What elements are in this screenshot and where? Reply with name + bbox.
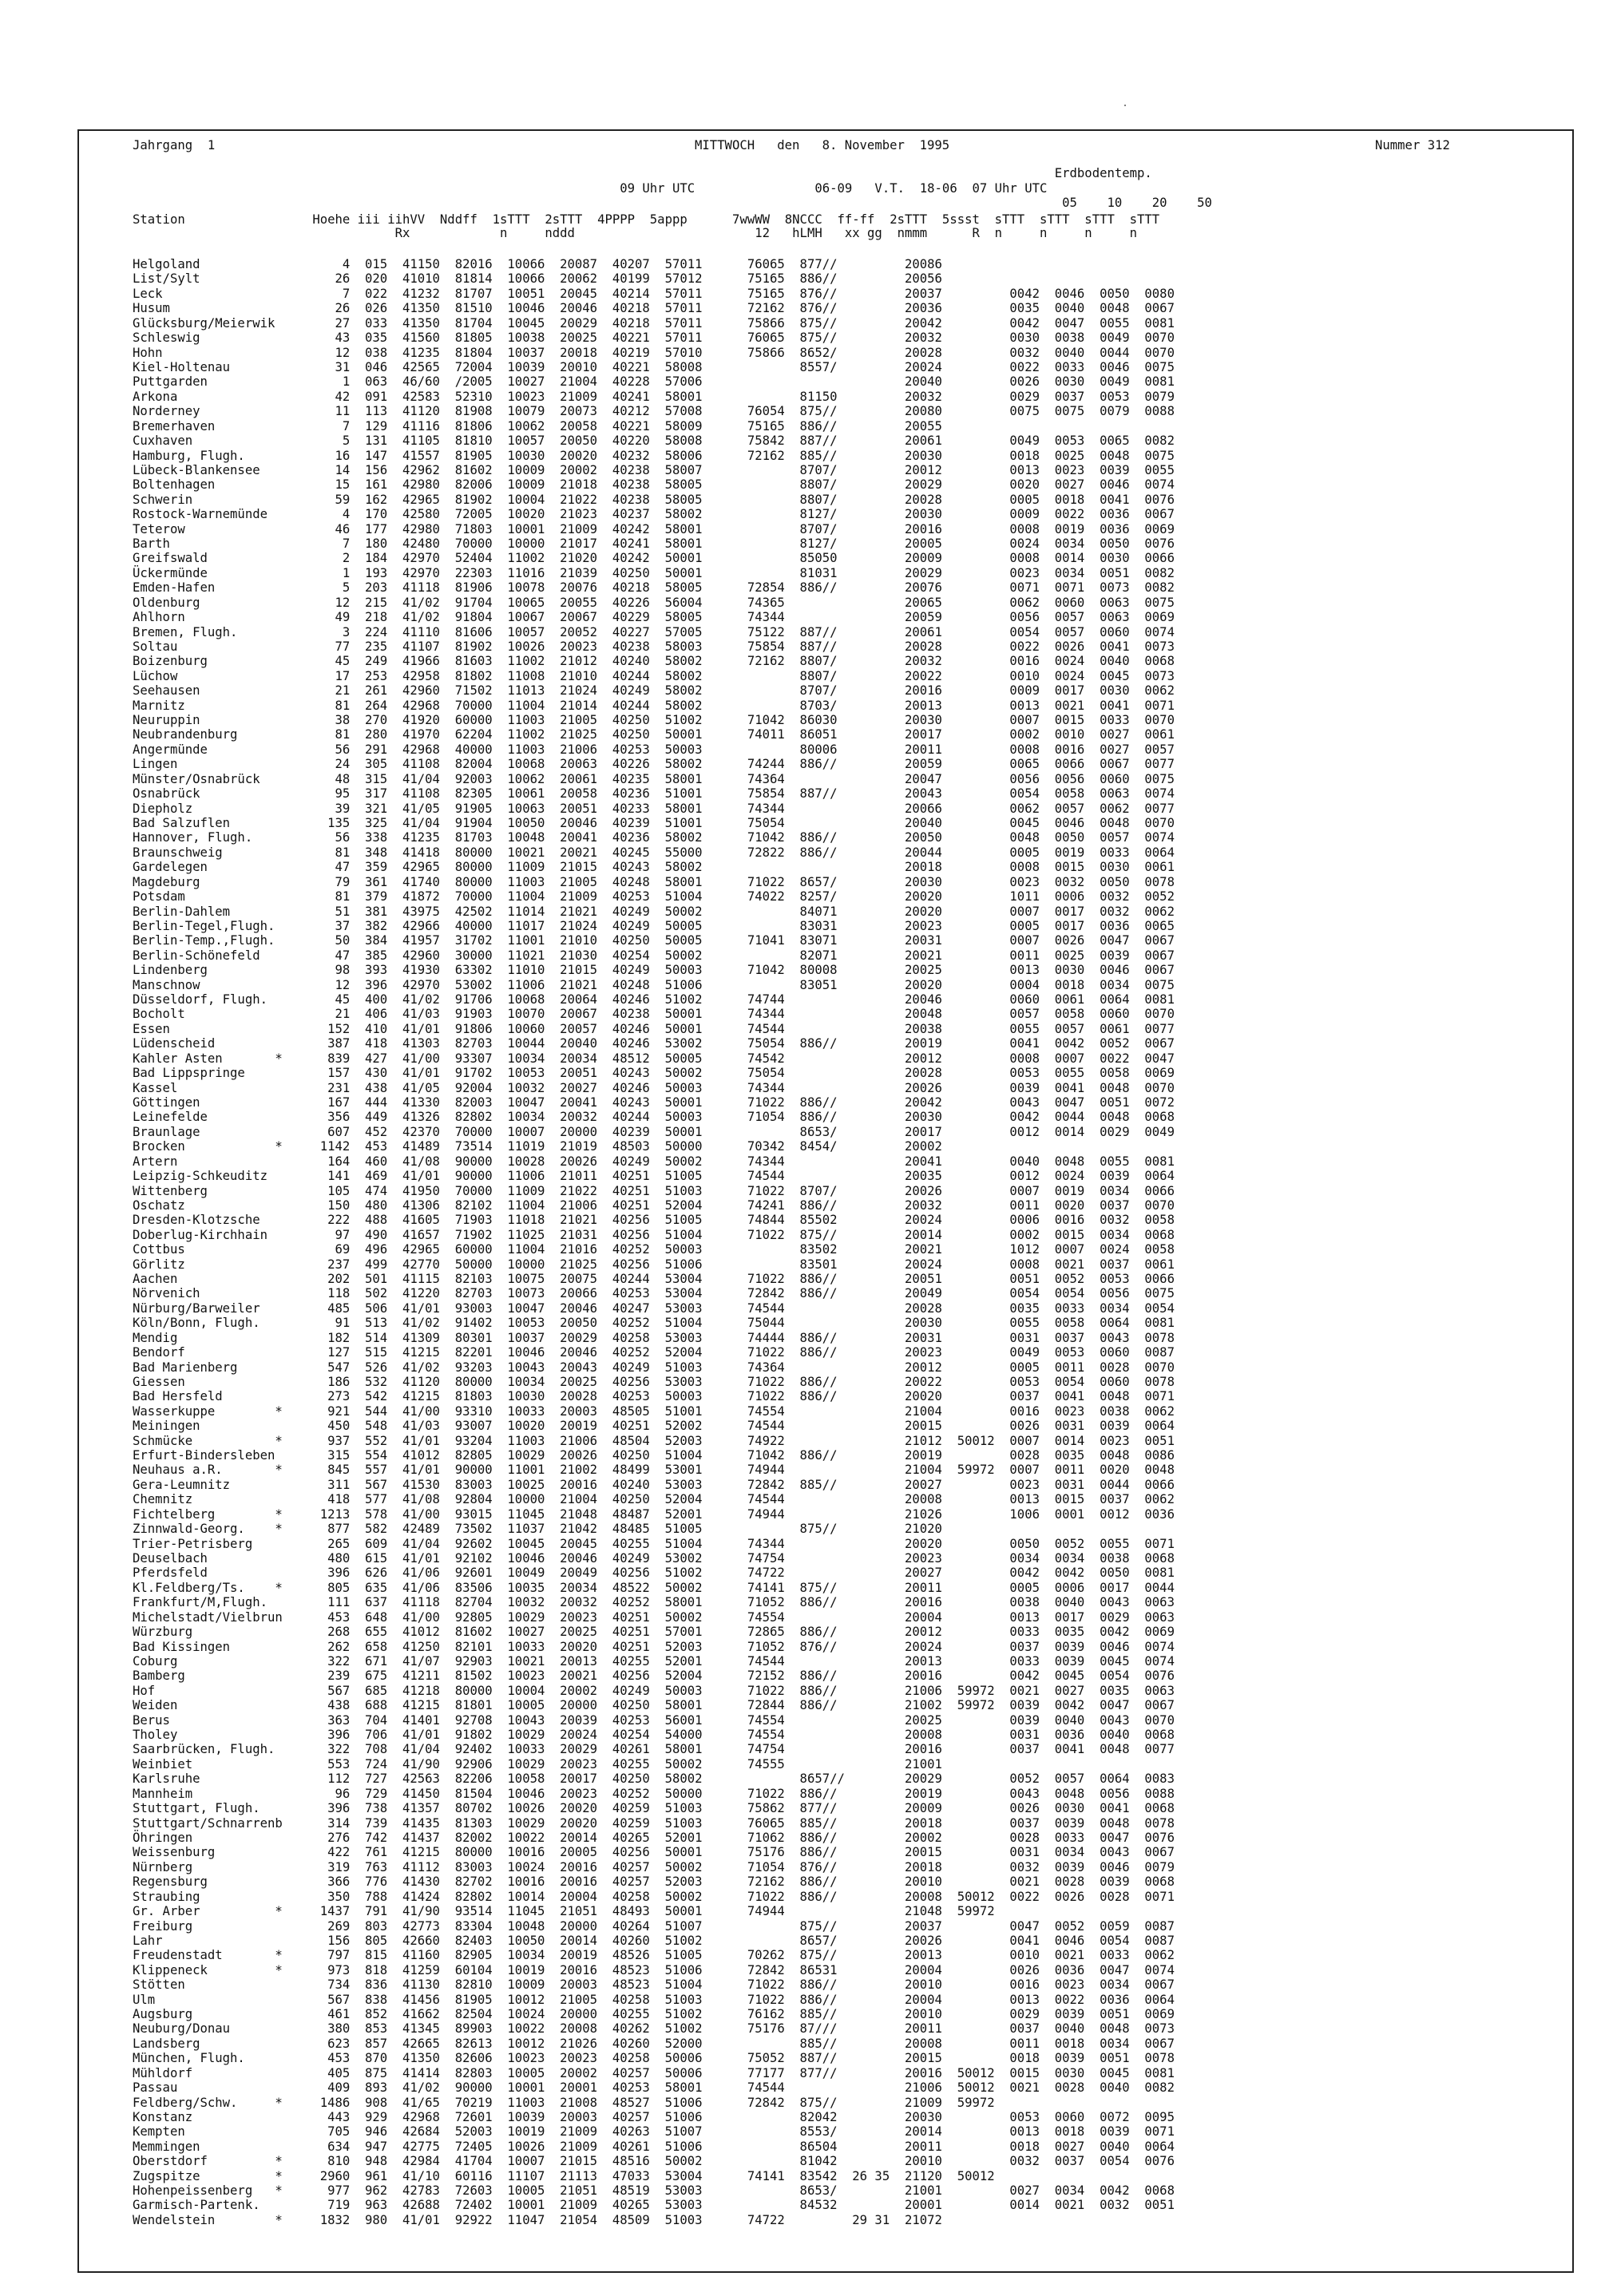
station-row: Wendelstein * 1832 980 41/01 92922 11047 21054 48509 51003 74722 29 31 21072 bbox=[133, 2212, 942, 2227]
issue-number: Nummer 312 bbox=[1375, 138, 1450, 152]
station-row: Bremen, Flugh. 3 224 41110 81606 10057 20052 40227 57005 75122 887// 20061 0054 0057 0060 0074 bbox=[133, 624, 1175, 639]
station-row: Pferdsfeld 396 626 41/06 92601 10049 20049 40256 51002 74722 20027 0042 0042 0050 0081 bbox=[133, 1566, 1175, 1581]
station-row: Lahr 156 805 42660 82403 10050 20014 40260 51002 8657/ 20026 0041 0046 0054 0087 bbox=[133, 1933, 1175, 1948]
station-row: Passau 409 893 41/02 90000 10001 20001 40253 58001 74544 21006 50012 0021 0028 0040 0082 bbox=[133, 2080, 1175, 2096]
station-row: Giessen 186 532 41120 80000 10034 20025 40256 53003 71022 886// 20022 0053 0054 0060 0078 bbox=[133, 1374, 1175, 1389]
station-row: Chemnitz 418 577 41/08 92804 10000 21004 40250 52004 74544 20008 0013 0015 0037 0062 bbox=[133, 1492, 1175, 1507]
station-row: Nörvenich 118 502 41220 82703 10073 20066 40253 53004 72842 886// 20049 0054 0054 0056 0075 bbox=[133, 1286, 1175, 1301]
station-row: Trier-Petrisberg 265 609 41/04 92602 10045 20045 40255 51004 74344 20020 0050 0052 0055 0071 bbox=[133, 1536, 1175, 1551]
station-row: Michelstadt/Vielbrun 453 648 41/00 92805 10029 20023 40251 50002 74554 20004 0013 0017 0029 0063 bbox=[133, 1609, 1175, 1625]
station-row: Glücksburg/Meierwik 27 033 41350 81704 10045 20029 40218 57011 75866 875// 20042 0042 0047 0055 0081 bbox=[133, 315, 1175, 331]
station-row: Emden-Hafen 5 203 41118 81906 10078 20076 40218 58005 72854 886// 20076 0071 0071 0073 0082 bbox=[133, 580, 1175, 596]
station-row: Frankfurt/M,Flugh. 111 637 41118 82704 10032 20032 40252 58001 71052 886// 20016 0038 0040 0043 0063 bbox=[133, 1595, 1175, 1610]
station-row: Husum 26 026 41350 81510 10046 20046 40218 57011 72162 876// 20036 0035 0040 0048 0067 bbox=[133, 301, 1175, 316]
station-row: Norderney 11 113 41120 81908 10079 20073 40212 57008 76054 875// 20080 0075 0075 0079 0088 bbox=[133, 404, 1175, 419]
column-header-line: Erdbodentemp. bbox=[133, 166, 1152, 180]
station-row: Potsdam 81 379 41872 70000 11004 21009 40253 51004 74022 8257/ 20020 1011 0006 0032 0052 bbox=[133, 889, 1175, 905]
station-row: Köln/Bonn, Flugh. 91 513 41/02 91402 10053 20050 40252 51004 75044 20030 0055 0058 0064 0081 bbox=[133, 1316, 1175, 1331]
station-row: Berus 363 704 41401 92708 10043 20039 40253 56001 74554 20025 0039 0040 0043 0070 bbox=[133, 1712, 1175, 1728]
station-row: Nürnberg 319 763 41112 83003 10024 20016 40257 50002 71054 876// 20018 0032 0039 0046 0079 bbox=[133, 1859, 1175, 1874]
station-row: Puttgarden 1 063 46/60 /2005 10027 21004 40228 57006 20040 0026 0030 0049 0081 bbox=[133, 374, 1175, 390]
report-date: MITTWOCH den 8. November 1995 bbox=[695, 138, 950, 152]
station-row: Arkona 42 091 42583 52310 10023 21009 40241 58001 81150 20032 0029 0037 0053 0079 bbox=[133, 389, 1175, 404]
station-row: Diepholz 39 321 41/05 91905 10063 20051 40233 58001 74344 20066 0062 0057 0062 0077 bbox=[133, 801, 1175, 816]
station-row: Lindenberg 98 393 41930 63302 11010 21015 40249 50003 71042 80008 20025 0013 0030 0046 0067 bbox=[133, 963, 1175, 978]
station-row: Saarbrücken, Flugh. 322 708 41/04 92402 10033 20029 40261 58001 74754 20016 0037 0041 0048 0077 bbox=[133, 1742, 1175, 1757]
station-row: Teterow 46 177 42980 71803 10001 21009 40242 58001 8707/ 20016 0008 0019 0036 0069 bbox=[133, 521, 1175, 536]
station-row: Klippeneck * 973 818 41259 60104 10019 20016 48523 51006 72842 86531 20004 0026 0036 0047 0074 bbox=[133, 1962, 1175, 1977]
station-row: Soltau 77 235 41107 81902 10026 20023 40238 58003 75854 887// 20028 0022 0026 0041 0073 bbox=[133, 639, 1175, 654]
station-row: Kassel 231 438 41/05 92004 10032 20027 40246 50003 74344 20026 0039 0041 0048 0070 bbox=[133, 1080, 1175, 1095]
station-row: Lingen 24 305 41108 82004 10068 20063 40226 58002 74244 886// 20059 0065 0066 0067 0077 bbox=[133, 757, 1175, 772]
station-row: Straubing 350 788 41424 82802 10014 20004 40258 50002 71022 886// 20008 50012 0022 0026 0028 0071 bbox=[133, 1889, 1175, 1904]
station-row: Greifswald 2 184 42970 52404 11002 21020 40242 50001 85050 20009 0008 0014 0030 0066 bbox=[133, 551, 1175, 566]
station-row: Leck 7 022 41232 81707 10051 20045 40214 57011 75165 876// 20037 0042 0046 0050 0080 bbox=[133, 286, 1175, 301]
station-row: Tholey 396 706 41/01 91802 10029 20024 40254 54000 74554 20008 0031 0036 0040 0068 bbox=[133, 1728, 1175, 1742]
station-row: Wasserkuppe * 921 544 41/00 93310 10033 20003 48505 51001 74554 21004 0016 0023 0038 0062 bbox=[133, 1403, 1175, 1419]
station-row: Bad Hersfeld 273 542 41215 81803 10030 20028 40253 50003 71022 886// 20020 0037 0041 0048 0071 bbox=[133, 1389, 1175, 1404]
station-row: Deuselbach 480 615 41/01 92102 10046 20046 40249 53002 74754 20023 0034 0034 0038 0068 bbox=[133, 1551, 1175, 1566]
station-row: Osnabrück 95 317 41108 82305 10061 20058 40236 51001 75854 887// 20043 0054 0058 0063 0074 bbox=[133, 786, 1175, 802]
station-row: Stuttgart/Schnarrenb 314 739 41435 81303 10029 20020 40259 51003 76065 885// 20018 0037 0039 0048 0078 bbox=[133, 1815, 1175, 1831]
station-row: Mendig 182 514 41309 80301 10037 20029 40258 53003 74444 886// 20031 0031 0037 0043 0078 bbox=[133, 1330, 1175, 1345]
station-row: Schleswig 43 035 41560 81805 10038 20025 40221 57011 76065 875// 20032 0030 0038 0049 0070 bbox=[133, 331, 1175, 346]
station-row: Weissenburg 422 761 41215 80000 10016 20005 40256 50001 75176 886// 20015 0031 0034 0043 0067 bbox=[133, 1845, 1175, 1860]
column-header-line: 09 Uhr UTC 06-09 V.T. 18-06 07 Uhr UTC bbox=[133, 181, 1048, 196]
station-row: Landsberg 623 857 42665 82613 10012 21026 40260 52000 885// 20008 0011 0018 0034 0067 bbox=[133, 2036, 1175, 2051]
station-row: Regensburg 366 776 41430 82702 10016 20016 40257 52003 72162 886// 20010 0021 0028 0039 0068 bbox=[133, 1874, 1175, 1890]
station-row: Dresden-Klotzsche 222 488 41605 71903 11018 21021 40256 51005 74844 85502 20024 0006 0016 0032 0058 bbox=[133, 1213, 1175, 1228]
column-header-line: Rx n nddd 12 hLMH xx gg nmmm R n n n n bbox=[133, 226, 1138, 240]
station-row: Stuttgart, Flugh. 396 738 41357 80702 10026 20020 40259 51003 75862 877// 20009 0026 0030 0041 0068 bbox=[133, 1801, 1175, 1816]
station-row: Angermünde 56 291 42968 40000 11003 21006 40253 50003 80006 20011 0008 0016 0027 0057 bbox=[133, 742, 1175, 757]
station-row: Schmücke * 937 552 41/01 93204 11003 21006 48504 52003 74922 21012 50012 0007 0014 0023 0051 bbox=[133, 1433, 1175, 1448]
station-row: List/Sylt 26 020 41010 81814 10066 20062 40199 57012 75165 886// 20056 bbox=[133, 271, 942, 287]
station-row: Manschnow 12 396 42970 53002 11006 21021 40248 51006 83051 20020 0004 0018 0034 0075 bbox=[133, 977, 1175, 992]
station-row: Leinefelde 356 449 41326 82802 10034 20032 40244 50003 71054 886// 20030 0042 0044 0048 0068 bbox=[133, 1110, 1175, 1125]
station-row: Garmisch-Partenk. 719 963 42688 72402 10001 21009 40265 53003 84532 20001 0014 0021 0032 0051 bbox=[133, 2198, 1175, 2213]
station-row: Bad Lippspringe 157 430 41/01 91702 10053 20051 40243 50002 75054 20028 0053 0055 0058 0069 bbox=[133, 1066, 1175, 1081]
station-row: Berlin-Temp.,Flugh. 50 384 41957 31702 11001 21010 40250 50005 71041 83071 20031 0007 0026 0047 0067 bbox=[133, 933, 1175, 948]
station-row: Göttingen 167 444 41330 82003 10047 20041 40243 50001 71022 886// 20042 0043 0047 0051 0072 bbox=[133, 1095, 1175, 1110]
station-row: Brocken * 1142 453 41489 73514 11019 21019 48503 50000 70342 8454/ 20002 bbox=[133, 1139, 942, 1154]
station-row: Aachen 202 501 41115 82103 10075 20075 40244 53004 71022 886// 20051 0051 0052 0053 0066 bbox=[133, 1272, 1175, 1286]
station-row: Gardelegen 47 359 42965 80000 11009 21015 40243 58002 20018 0008 0015 0030 0061 bbox=[133, 860, 1175, 875]
station-row: Neubrandenburg 81 280 41970 62204 11002 21025 40250 50001 74011 86051 20017 0002 0010 0027 0061 bbox=[133, 727, 1175, 742]
station-row: Essen 152 410 41/01 91806 10060 20057 40246 50001 74544 20038 0055 0057 0061 0077 bbox=[133, 1021, 1175, 1036]
station-row: Hohn 12 038 41235 81804 10037 20018 40219 57010 75866 8652/ 20028 0032 0040 0044 0070 bbox=[133, 345, 1175, 360]
station-row: Kahler Asten * 839 427 41/00 93307 10034 20034 48512 50005 74542 20012 0008 0007 0022 0047 bbox=[133, 1051, 1175, 1066]
station-row: Barth 7 180 42480 70000 10000 21017 40241 58001 8127/ 20005 0024 0034 0050 0076 bbox=[133, 536, 1175, 551]
station-row: Boizenburg 45 249 41966 81603 11002 21012 40240 58002 72162 8807/ 20032 0016 0024 0040 0068 bbox=[133, 654, 1175, 669]
station-row: Seehausen 21 261 42960 71502 11013 21024 40249 58002 8707/ 20016 0009 0017 0030 0062 bbox=[133, 683, 1175, 699]
station-row: Oberstdorf * 810 948 42984 41704 10007 21015 48516 50002 81042 20010 0032 0037 0054 0076 bbox=[133, 2154, 1175, 2169]
station-row: Münster/Osnabrück 48 315 41/04 92003 10062 20061 40235 58001 74364 20047 0056 0056 0060 0075 bbox=[133, 771, 1175, 786]
station-row: Artern 164 460 41/08 90000 10028 20026 40249 50002 74344 20041 0040 0048 0055 0081 bbox=[133, 1154, 1175, 1169]
station-row: Wittenberg 105 474 41950 70000 11009 21022 40251 51003 71022 8707/ 20026 0007 0019 0034 0066 bbox=[133, 1183, 1175, 1198]
station-row: Weinbiet 553 724 41/90 92906 10029 20023 40255 50002 74555 21001 bbox=[133, 1756, 942, 1771]
station-row: Lübeck-Blankensee 14 156 42962 81602 10009 20002 40238 58007 8707/ 20012 0013 0023 0039 0055 bbox=[133, 462, 1175, 477]
station-row: Doberlug-Kirchhain 97 490 41657 71902 11025 21031 40256 51004 71022 875// 20014 0002 0015 0034 0068 bbox=[133, 1227, 1175, 1242]
station-row: Ückermünde 1 193 42970 22303 11016 21039 40250 50001 81031 20029 0023 0034 0051 0082 bbox=[133, 565, 1175, 580]
station-row: Hamburg, Flugh. 16 147 41557 81905 10030 20020 40232 58006 72162 885// 20030 0018 0025 0048 0075 bbox=[133, 448, 1175, 463]
station-row: Nürburg/Barweiler 485 506 41/01 93003 10047 20046 40247 53003 74544 20028 0035 0033 0034 0054 bbox=[133, 1300, 1175, 1316]
station-row: Bendorf 127 515 41215 82201 10046 20046 40252 52004 71022 886// 20023 0049 0053 0060 0087 bbox=[133, 1345, 1175, 1360]
station-row: Hohenpeissenberg * 977 962 42783 72603 10005 21051 48519 53003 8653/ 21001 0027 0034 0042 0068 bbox=[133, 2183, 1175, 2198]
station-row: Berlin-Dahlem 51 381 43975 42502 11014 21021 40249 50002 84071 20020 0007 0017 0032 0062 bbox=[133, 904, 1175, 919]
station-row: Öhringen 276 742 41437 82002 10022 20014 40265 52001 71062 886// 20002 0028 0033 0047 0076 bbox=[133, 1830, 1175, 1845]
station-row: München, Flugh. 453 870 41350 82606 10023 20023 40258 50006 75052 887// 20015 0018 0039 0051 0078 bbox=[133, 2051, 1175, 2066]
station-row: Braunschweig 81 348 41418 80000 10021 20021 40245 55000 72822 886// 20044 0005 0019 0033 0064 bbox=[133, 845, 1175, 860]
scan-dot bbox=[1124, 105, 1126, 106]
station-row: Görlitz 237 499 42770 50000 10000 21025 40256 51006 83501 20024 0008 0021 0037 0061 bbox=[133, 1257, 1175, 1272]
station-row: Kempten 705 946 42684 52003 10019 21009 40263 51007 8553/ 20014 0013 0018 0039 0071 bbox=[133, 2124, 1175, 2140]
station-row: Karlsruhe 112 727 42563 82206 10058 20017 40250 58002 8657// 20029 0052 0057 0064 0083 bbox=[133, 1771, 1175, 1787]
station-row: Konstanz 443 929 42968 72601 10039 20003 40257 51006 82042 20030 0053 0060 0072 0095 bbox=[133, 2109, 1175, 2124]
station-row: Düsseldorf, Flugh. 45 400 41/02 91706 10068 20064 40246 51002 74744 20046 0060 0061 0064 0081 bbox=[133, 992, 1175, 1007]
station-row: Marnitz 81 264 42968 70000 11004 21014 40244 58002 8703/ 20013 0013 0021 0041 0071 bbox=[133, 698, 1175, 713]
station-row: Bremerhaven 7 129 41116 81806 10062 20058 40221 58009 75165 886// 20055 bbox=[133, 418, 942, 433]
station-row: Magdeburg 79 361 41740 80000 11003 21005 40248 58001 71022 8657/ 20030 0023 0032 0050 0078 bbox=[133, 874, 1175, 889]
station-row: Kiel-Holtenau 31 046 42565 72004 10039 20010 40221 58008 8557/ 20024 0022 0033 0046 0075 bbox=[133, 359, 1175, 374]
station-row: Braunlage 607 452 42370 70000 10007 20000 40239 50001 8653/ 20017 0012 0014 0029 0049 bbox=[133, 1124, 1175, 1139]
station-row: Helgoland 4 015 41150 82016 10066 20087 40207 57011 76065 877// 20086 bbox=[133, 257, 942, 271]
station-row: Lüchow 17 253 42958 81802 11008 21010 40244 58002 8807/ 20022 0010 0024 0045 0073 bbox=[133, 668, 1175, 683]
station-row: Bocholt 21 406 41/03 91903 10070 20067 40238 50001 74344 20048 0057 0058 0060 0070 bbox=[133, 1007, 1175, 1022]
station-row: Freudenstadt * 797 815 41160 82905 10034 20019 48526 51005 70262 875// 20013 0010 0021 0033 0062 bbox=[133, 1948, 1175, 1963]
station-row: Würzburg 268 655 41012 81602 10027 20025 40251 57001 72865 886// 20012 0033 0035 0042 0069 bbox=[133, 1625, 1175, 1640]
volume-label: Jahrgang 1 bbox=[133, 138, 216, 152]
station-row: Leipzig-Schkeuditz 141 469 41/01 90000 11006 21011 40251 51005 74544 20035 0012 0024 0039 0064 bbox=[133, 1169, 1175, 1183]
station-row: Berlin-Schönefeld 47 385 42960 30000 11021 21030 40254 50002 82071 20021 0011 0025 0039 0067 bbox=[133, 948, 1175, 963]
station-row: Augsburg 461 852 41662 82504 10024 20000 40255 51002 76162 885// 20010 0029 0039 0051 0069 bbox=[133, 2007, 1175, 2021]
column-header-line: Station Hoehe iii iihVV Nddff 1sTTT 2sTTT 4PPPP 5appp 7wwWW 8NCCC ff-ff 2sTTT 5ssst sTTT sTTT sTTT sTTT bbox=[133, 212, 1160, 227]
station-row: Neuruppin 38 270 41920 60000 11003 21005 40250 51002 71042 86030 20030 0007 0015 0033 0070 bbox=[133, 713, 1175, 727]
station-row: Zinnwald-Georg. * 877 582 42489 73502 11037 21042 48485 51005 875// 21020 bbox=[133, 1522, 942, 1537]
station-row: Fichtelberg * 1213 578 41/00 93015 11045 21048 48487 52001 74944 21026 1006 0001 0012 0036 bbox=[133, 1506, 1175, 1522]
station-row: Feldberg/Schw. * 1486 908 41/65 70219 11003 21008 48527 51006 72842 875// 21009 59972 bbox=[133, 2095, 995, 2110]
station-row: Oschatz 150 480 41306 82102 11004 21006 40251 52004 74241 886// 20032 0011 0020 0037 0070 bbox=[133, 1197, 1175, 1213]
station-row: Boltenhagen 15 161 42980 82006 10009 21018 40238 58005 8807/ 20029 0020 0027 0046 0074 bbox=[133, 477, 1175, 493]
station-row: Gera-Leumnitz 311 567 41530 83003 10025 20016 40240 53003 72842 885// 20027 0023 0031 0044 0066 bbox=[133, 1477, 1175, 1492]
station-row: Rostock-Warnemünde 4 170 42580 72005 10020 21023 40237 58002 8127/ 20030 0009 0022 0036 0067 bbox=[133, 507, 1175, 522]
station-row: Gr. Arber * 1437 791 41/90 93514 11045 21051 48493 50001 74944 21048 59972 bbox=[133, 1904, 995, 1918]
station-row: Bad Marienberg 547 526 41/02 93203 10043 20043 40249 51003 74364 20012 0005 0011 0028 0070 bbox=[133, 1360, 1175, 1375]
station-row: Weiden 438 688 41215 81801 10005 20000 40250 58001 72844 886// 21002 59972 0039 0042 0047 0067 bbox=[133, 1698, 1175, 1713]
station-row: Neuburg/Donau 380 853 41345 89903 10022 20008 40262 51002 75176 87/// 20011 0037 0040 0048 0073 bbox=[133, 2021, 1175, 2037]
station-row: Ulm 567 838 41456 81905 10012 21005 40258 51003 71022 886// 20004 0013 0022 0036 0064 bbox=[133, 1992, 1175, 2007]
station-row: Kl.Feldberg/Ts. * 805 635 41/06 83506 10035 20034 48522 50002 74141 875// 20011 0005 0006 0017 0044 bbox=[133, 1580, 1175, 1595]
station-row: Berlin-Tegel,Flugh. 37 382 42966 40000 11017 21024 40249 50005 83031 20023 0005 0017 0036 0065 bbox=[133, 918, 1175, 933]
station-row: Schwerin 59 162 42965 81902 10004 21022 40238 58005 8807/ 20028 0005 0018 0041 0076 bbox=[133, 492, 1175, 507]
station-row: Meiningen 450 548 41/03 93007 10020 20019 40251 52002 74544 20015 0026 0031 0039 0064 bbox=[133, 1419, 1175, 1434]
station-row: Mannheim 96 729 41450 81504 10046 20023 40252 50000 71022 886// 20019 0043 0048 0056 0088 bbox=[133, 1786, 1175, 1801]
station-row: Oldenburg 12 215 41/02 91704 10065 20055 40226 56004 74365 20065 0062 0060 0063 0075 bbox=[133, 595, 1175, 610]
station-row: Coburg 322 671 41/07 92903 10021 20013 40255 52001 74544 20013 0033 0039 0045 0074 bbox=[133, 1653, 1175, 1669]
station-row: Ahlhorn 49 218 41/02 91804 10067 20067 40229 58005 74344 20059 0056 0057 0063 0069 bbox=[133, 610, 1175, 625]
station-row: Stötten 734 836 41130 82810 10009 20003 48523 51004 71022 886// 20010 0016 0023 0034 0067 bbox=[133, 1977, 1175, 1993]
station-row: Memmingen 634 947 42775 72405 10026 21009 40261 51006 86504 20011 0018 0027 0040 0064 bbox=[133, 2139, 1175, 2154]
station-row: Erfurt-Bindersleben 315 554 41012 82805 10029 20026 40250 51004 71042 886// 20019 0028 0035 0048 0086 bbox=[133, 1448, 1175, 1463]
station-row: Neuhaus a.R. * 845 557 41/01 90000 11001 21002 48499 53001 74944 21004 59972 0007 0011 0020 0048 bbox=[133, 1463, 1175, 1478]
station-row: Bad Salzuflen 135 325 41/04 91904 10050 20046 40239 51001 75054 20040 0045 0046 0048 0070 bbox=[133, 816, 1175, 830]
station-row: Mühldorf 405 875 41414 82803 10005 20002 40257 50006 77177 877// 20016 50012 0015 0030 0045 0081 bbox=[133, 2065, 1175, 2080]
station-row: Bamberg 239 675 41211 81502 10023 20021 40256 52004 72152 886// 20016 0042 0045 0054 0076 bbox=[133, 1669, 1175, 1684]
station-row: Lüdenscheid 387 418 41303 82703 10044 20040 40246 53002 75054 886// 20019 0041 0042 0052 0067 bbox=[133, 1036, 1175, 1051]
station-row: Zugspitze * 2960 961 41/10 60116 11107 21113 47033 53004 74141 83542 26 35 21120 50012 bbox=[133, 2168, 995, 2183]
station-row: Cuxhaven 5 131 41105 81810 10057 20050 40220 58008 75842 887// 20061 0049 0053 0065 0082 bbox=[133, 433, 1175, 448]
station-row: Hannover, Flugh. 56 338 41235 81703 10048 20041 40236 58002 71042 886// 20050 0048 0050 0057 0074 bbox=[133, 830, 1175, 845]
station-row: Cottbus 69 496 42965 60000 11004 21016 40252 50003 83502 20021 1012 0007 0024 0058 bbox=[133, 1242, 1175, 1257]
station-row: Bad Kissingen 262 658 41250 82101 10033 20020 40251 52003 71052 876// 20024 0037 0039 0046 0074 bbox=[133, 1639, 1175, 1654]
station-row: Freiburg 269 803 42773 83304 10048 20000 40264 51007 875// 20037 0047 0052 0059 0087 bbox=[133, 1918, 1175, 1934]
station-row: Hof 567 685 41218 80000 10004 20002 40249 50003 71022 886// 21006 59972 0021 0027 0035 0063 bbox=[133, 1683, 1175, 1698]
column-header-line: 05 10 20 50 bbox=[133, 196, 1212, 210]
